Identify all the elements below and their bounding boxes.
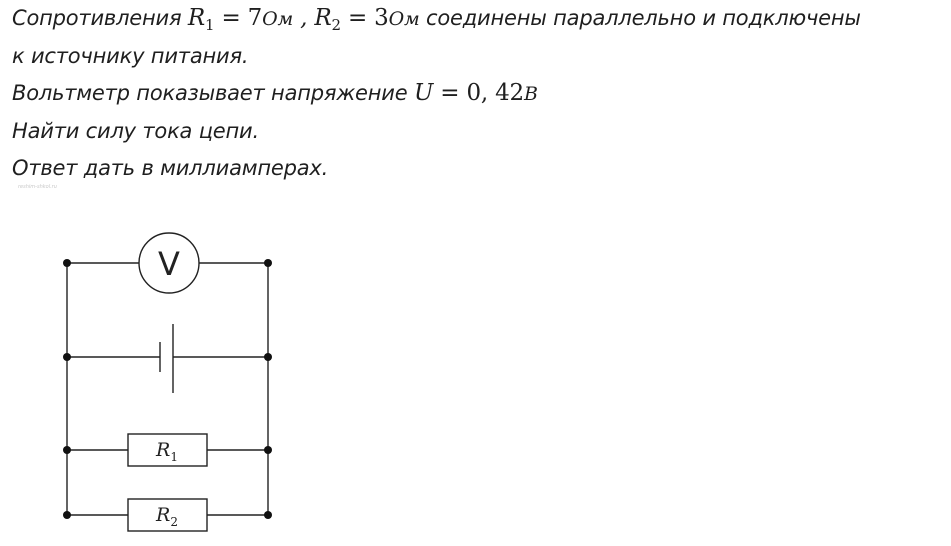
junction-node: [63, 353, 71, 361]
junction-node: [264, 446, 272, 454]
resistor-r2: [128, 499, 207, 531]
junction-node: [63, 259, 71, 267]
r1-value: 7: [247, 5, 263, 31]
problem-line-1-prefix: Сопротивления: [12, 6, 188, 30]
r1-index: 1: [205, 16, 215, 34]
junction-node: [264, 259, 272, 267]
voltage-symbol: U: [413, 80, 434, 106]
resistor-r2-label: [155, 504, 178, 529]
resistor-r1-label: [155, 439, 178, 464]
junction-node: [264, 511, 272, 519]
problem-line-2: к источнику питания.: [12, 44, 249, 68]
r2-value: 3: [374, 5, 389, 31]
r1-unit: Ом: [262, 8, 294, 30]
resistor-r1: [128, 434, 207, 466]
problem-line-1-suffix: соединены параллельно и подключены: [419, 6, 861, 30]
r2-index: 2: [331, 16, 341, 34]
voltage-unit: В: [523, 83, 538, 105]
voltage-value: 0, 42: [466, 80, 524, 106]
voltmeter-icon: [139, 233, 199, 293]
resistor-r1-index: 1: [170, 450, 178, 464]
r2-equals: =: [340, 5, 375, 31]
r2-unit: Ом: [388, 8, 420, 30]
formula-separator: ,: [293, 5, 315, 31]
junction-node: [264, 353, 272, 361]
watermark: reshim-shkol.ru: [18, 184, 57, 190]
problem-line-3-prefix: Вольтметр показывает напряжение: [12, 81, 414, 105]
resistor-r2-index: 2: [170, 515, 178, 529]
problem-line-5: Ответ дать в миллиамперах.: [12, 156, 329, 180]
junction-node: [63, 511, 71, 519]
resistor-r2-symbol: R: [156, 504, 171, 526]
r2-symbol: R: [314, 5, 332, 31]
junction-node: [63, 446, 71, 454]
problem-line-4: Найти силу тока цепи.: [12, 119, 259, 143]
voltage-equals: =: [433, 80, 467, 106]
resistor-r1-symbol: R: [156, 439, 171, 461]
battery-icon: [160, 324, 173, 393]
r1-equals: =: [214, 5, 248, 31]
r1-symbol: R: [187, 5, 206, 31]
voltmeter-label: V: [158, 245, 180, 283]
